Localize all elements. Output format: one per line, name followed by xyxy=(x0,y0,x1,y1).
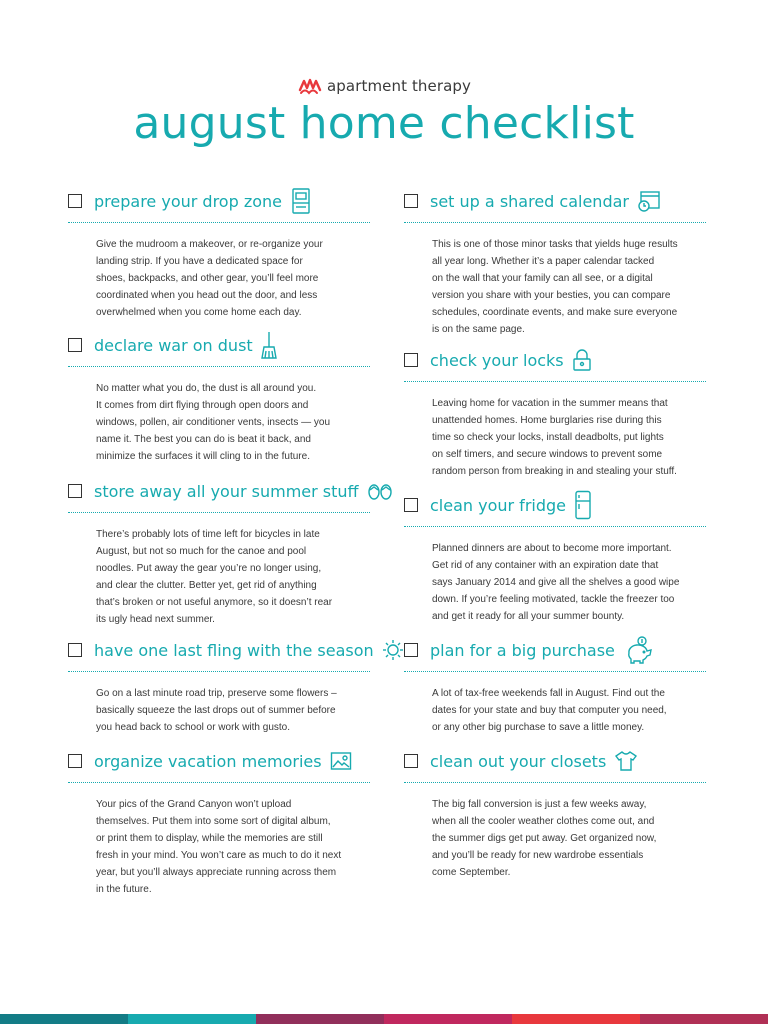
broom-icon xyxy=(261,330,277,360)
item-description: A lot of tax-free weekends fall in August. Find out the dates for your state and buy that computer you need, or any other big purchase to save a little money. xyxy=(432,688,667,733)
page-title: august home checklist xyxy=(133,98,635,149)
checklist-item xyxy=(404,746,706,881)
checklist-item xyxy=(68,635,374,736)
item-title: declare war on dust xyxy=(94,335,253,355)
item-title: check your locks xyxy=(430,350,564,370)
item-description: This is one of those minor tasks that yields huge results all year long. Whether it’s a paper calendar tacked on the wall that your family can all see, or a digital version you share with your besties, you can compare schedules, coordinate events, and make sure everyone is on the same page. xyxy=(432,239,678,335)
divider xyxy=(68,222,370,223)
item-title: store away all your summer stuff xyxy=(94,481,359,501)
checklist-item xyxy=(68,330,370,465)
apartment-therapy-logo-icon xyxy=(298,76,324,96)
checkbox[interactable] xyxy=(404,194,418,208)
divider xyxy=(68,782,370,783)
stripe-segment xyxy=(640,1014,768,1024)
item-description: Give the mudroom a makeover, or re-organize your landing strip. If you have a dedicated space for shoes, backpacks, and other gear, you’ll feel more coordinated when you head out the door, and less overwhelmed when you come home each day. xyxy=(96,239,323,318)
checklist-item xyxy=(404,490,706,625)
item-title: clean out your closets xyxy=(430,751,607,771)
divider xyxy=(68,671,370,672)
checklist-item xyxy=(404,345,706,480)
item-title: set up a shared calendar xyxy=(430,191,629,211)
divider xyxy=(404,381,706,382)
item-description: There’s probably lots of time left for bicycles in late August, but not so much for the canoe and pool noodles. Put away the gear you’re no longer using, and clear the clutter. Better yet, get rid of anything that’s broken or not useful anymore, so it doesn’t rear its ugly head next summer. xyxy=(96,529,333,625)
brand-name: apartment therapy xyxy=(327,77,472,95)
checklist-item xyxy=(68,746,370,898)
item-description: No matter what you do, the dust is all around you. It comes from dirt flying through open doors and windows, pollen, air conditioner vents, insects — you name it. The best you can do is beat it back, and minimize the surfaces it will cling to in the future. xyxy=(96,383,331,462)
stripe-segment xyxy=(384,1014,512,1024)
fridge-icon xyxy=(574,490,592,520)
checkbox[interactable] xyxy=(404,498,418,512)
checkbox[interactable] xyxy=(404,643,418,657)
padlock-icon xyxy=(572,348,592,372)
calendar-clock-icon xyxy=(637,189,661,213)
divider xyxy=(68,366,370,367)
stripe-segment xyxy=(256,1014,384,1024)
bench-icon xyxy=(290,187,312,215)
divider xyxy=(404,222,706,223)
checkbox[interactable] xyxy=(68,484,82,498)
divider xyxy=(68,512,370,513)
piggy-bank-icon xyxy=(623,636,653,664)
checkbox[interactable] xyxy=(404,754,418,768)
checkbox[interactable] xyxy=(68,754,82,768)
divider xyxy=(404,782,706,783)
tshirt-icon xyxy=(614,750,638,772)
item-title: plan for a big purchase xyxy=(430,640,615,660)
item-description: Planned dinners are about to become more important. Get rid of any container with an expiration date that says January 2014 and give all the shelves a good wipe down. If you’re feeling motivated, tackle the freezer too and get it ready for all your summer bounty. xyxy=(432,543,680,622)
item-title: have one last fling with the season xyxy=(94,640,374,660)
stripe-segment xyxy=(128,1014,256,1024)
item-description: Leaving home for vacation in the summer means that unattended homes. Home burglaries rise during this time so check your locks, install deadbolts, put lights on self timers, and secure windows to prevent some random person from breaking in and stealing your stuff. xyxy=(432,398,677,477)
checklist-item xyxy=(68,186,370,321)
checklist-item xyxy=(68,476,370,628)
item-title: prepare your drop zone xyxy=(94,191,282,211)
checklist-item xyxy=(404,186,706,338)
item-description: Go on a last minute road trip, preserve some flowers – basically squeeze the last drops out of summer before you head back to school or work with gusto. xyxy=(96,688,337,733)
item-title: organize vacation memories xyxy=(94,751,322,771)
stripe-segment xyxy=(0,1014,128,1024)
checkbox[interactable] xyxy=(404,353,418,367)
divider xyxy=(404,526,706,527)
brand-logo xyxy=(298,74,471,98)
checkbox[interactable] xyxy=(68,643,82,657)
checkbox[interactable] xyxy=(68,338,82,352)
item-title: clean your fridge xyxy=(430,495,566,515)
checkbox[interactable] xyxy=(68,194,82,208)
photo-icon xyxy=(330,751,352,771)
item-description: Your pics of the Grand Canyon won’t upload themselves. Put them into some sort of digital album, or print them to display, while the memories are still fresh in your mind. You won’t care as much to do it next year, but you’ll always appreciate running across them in the future. xyxy=(96,799,342,895)
stripe-segment xyxy=(512,1014,640,1024)
checklist-item xyxy=(404,635,706,736)
divider xyxy=(404,671,706,672)
footer-color-stripe xyxy=(0,1014,768,1024)
item-description: The big fall conversion is just a few weeks away, when all the cooler weather clothes come out, and the summer digs get put away. Get organized now, and you’ll be ready for new wardrobe essentials come September. xyxy=(432,799,657,878)
flip-flops-icon xyxy=(367,481,393,501)
sun-icon xyxy=(382,639,404,661)
